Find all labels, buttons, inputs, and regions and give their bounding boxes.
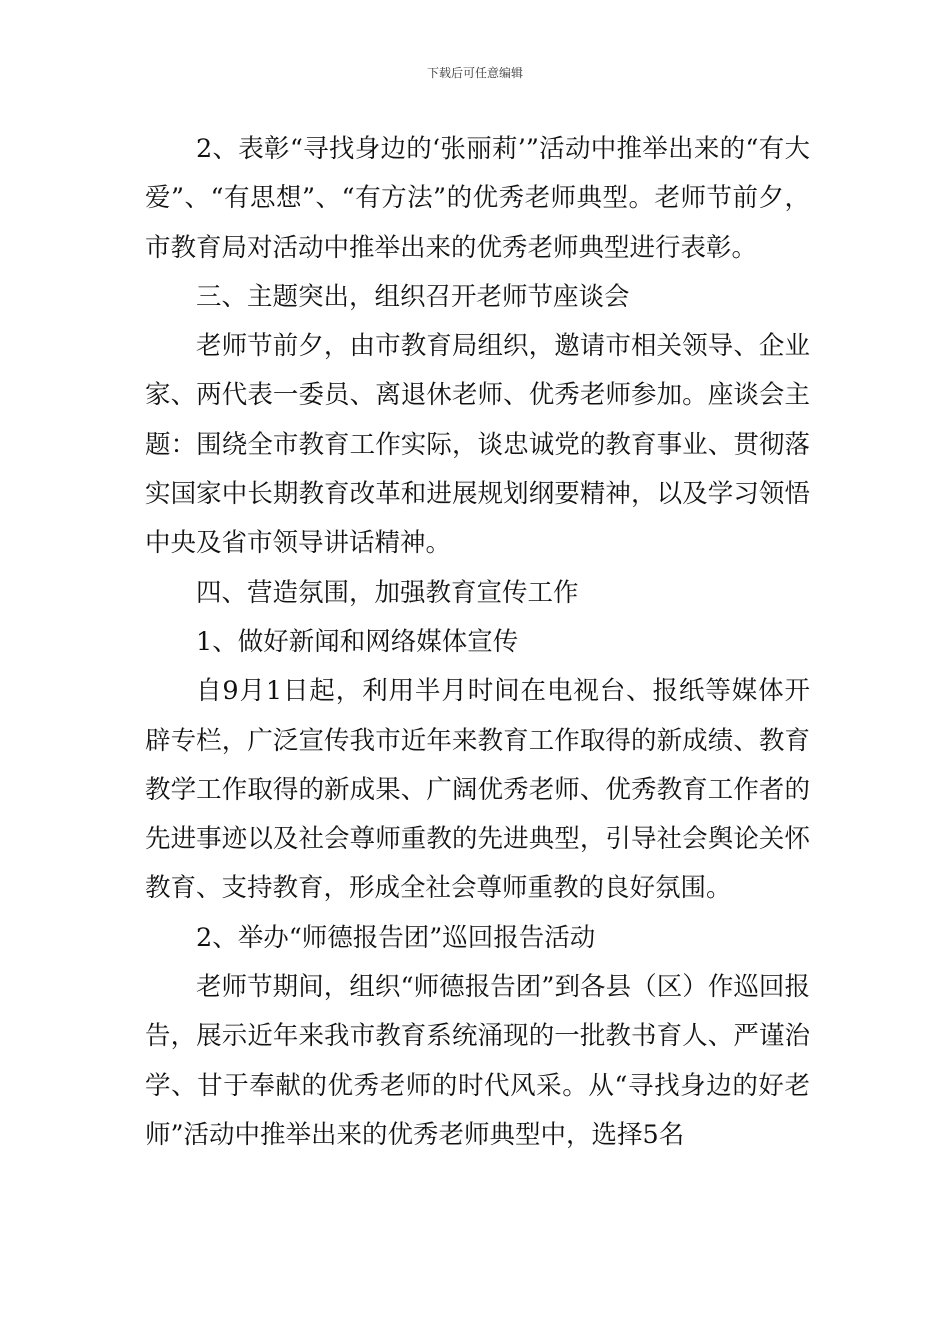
- paragraph-symposium: 老师节前夕，由市教育局组织，邀请市相关领导、企业家、两代表一委员、离退休老师、优秀老师参加。座谈会主题：围绕全市教育工作实际，谈忠诚党的教育事业、贯彻落实国家中长期教育改革和进展规划纲要精神，以及学习领悟中央及省市领导讲话精神。: [145, 331, 810, 559]
- paragraph-media: 自9月1日起，利用半月时间在电视台、报纸等媒体开辟专栏，广泛宣传我市近年来教育工作取得的新成绩、教育教学工作取得的新成果、广阔优秀老师、优秀教育工作者的先进事迹以及社会尊师重教的先进典型，引导社会舆论关怀教育、支持教育，形成全社会尊师重教的良好氛围。: [145, 676, 810, 904]
- paragraph-commendation: 2、表彰“寻找身边的‘张丽莉’”活动中推举出来的“有大爱”、“有思想”、“有方法”的优秀老师典型。老师节前夕，市教育局对活动中推举出来的优秀老师典型进行表彰。: [145, 134, 810, 263]
- paragraph-report-tour: 老师节期间，组织“师德报告团”到各县（区）作巡回报告，展示近年来我市教育系统涌现的一批教书育人、严谨治学、甘于奉献的优秀老师的时代风采。从“寻找身边的好老师”活动中推举出来的优秀老师典型中，选择5名: [145, 972, 810, 1150]
- subheading-report-tour: 2、举办“师德报告团”巡回报告活动: [196, 922, 596, 953]
- page-header: 下载后可任意编辑: [426, 66, 523, 80]
- subheading-media: 1、做好新闻和网络媒体宣传: [196, 626, 519, 657]
- document-body: [145, 125, 810, 1160]
- section-heading-4: 四、营造氛围，加强教育宣传工作: [196, 577, 579, 608]
- section-heading-3: 三、主题突出，组织召开老师节座谈会: [196, 281, 630, 312]
